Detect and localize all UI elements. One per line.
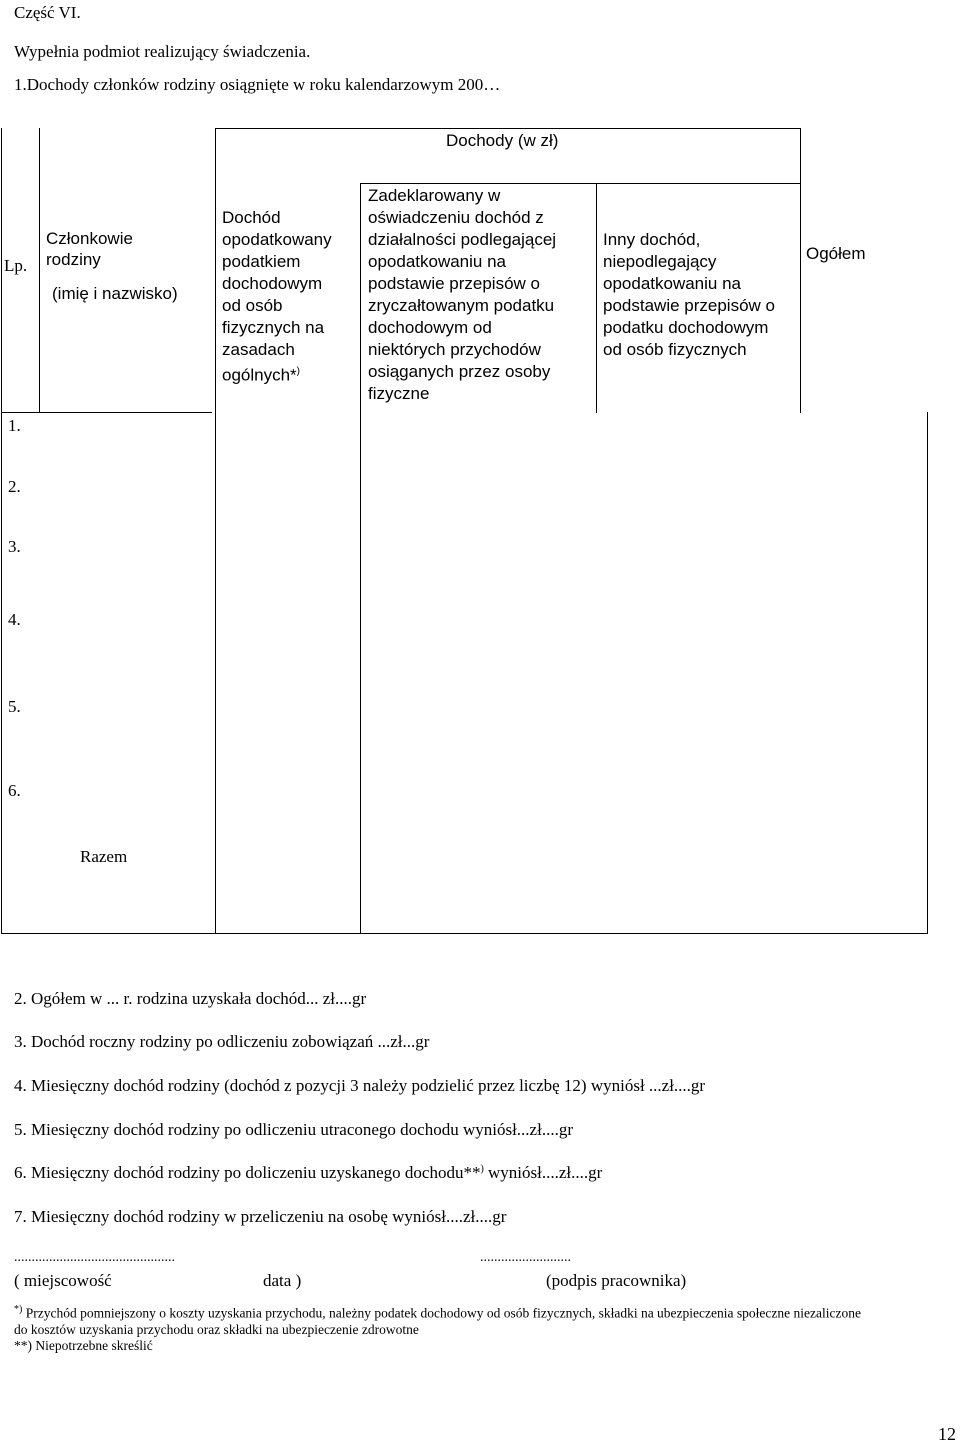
place-label: ( miejscowość: [14, 1271, 112, 1290]
col-members-1: Członkowie: [46, 229, 133, 248]
col-members-2: rodziny: [46, 250, 101, 269]
col-declared: Zadeklarowany w oświadczeniu dochód z działalności podlegającej opodatkowaniu na podstawie przepisów o zryczałtowanym podatku dochodowym od niektórych przychodów osiąganych przez osoby fizyczne: [368, 186, 557, 403]
footnote-1: *) Przychód pomniejszony o koszty uzyskania przychodu, należny podatek dochodowy od osób fizycznych, składki na ubezpieczenia społeczne niezaliczone: [14, 1304, 861, 1321]
footnote-1-cont: do kosztów uzyskania przychodu oraz składki na ubezpieczenie zdrowotne: [14, 1322, 419, 1337]
signer-label: (podpis pracownika): [546, 1271, 687, 1290]
section-title: 1.Dochody członków rodziny osiągnięte w roku kalendarzowym 200…: [14, 75, 501, 94]
item-7: 7. Miesięczny dochód rodziny w przeliczeniu na osobę wyniósł....zł....gr: [14, 1207, 507, 1226]
date-label: data ): [263, 1271, 302, 1290]
col-general: Dochód opodatkowany podatkiem dochodowym od osób fizycznych na zasadach ogólnych*): [222, 208, 332, 385]
page-number: 12: [938, 1424, 956, 1444]
col-other: Inny dochód, niepodlegający opodatkowaniu na podstawie przepisów o podatku dochodowym od osób fizycznych: [603, 230, 775, 359]
fill-instruction: Wypełnia podmiot realizujący świadczenia.: [14, 42, 311, 61]
col-lp: Lp.: [4, 256, 28, 275]
row-number: 6.: [8, 781, 21, 800]
part-title: Część VI.: [14, 3, 81, 22]
footnote-2: **) Niepotrzebne skreślić: [14, 1338, 153, 1353]
row-number: 3.: [8, 537, 21, 556]
place-date-dots: ..............................................: [14, 1250, 175, 1265]
col-members-3: (imię i nazwisko): [52, 284, 178, 303]
item-3: 3. Dochód roczny rodziny po odliczeniu zobowiązań ...zł...gr: [14, 1032, 430, 1051]
sum-label: Razem: [80, 847, 128, 866]
item-6: 6. Miesięczny dochód rodziny po doliczeniu uzyskanego dochodu**) wyniósł....zł....gr: [14, 1163, 603, 1182]
row-number: 2.: [8, 477, 21, 496]
signature-dots: ..........................: [480, 1250, 571, 1265]
group-header: Dochody (w zł): [446, 131, 559, 150]
item-2: 2. Ogółem w ... r. rodzina uzyskała dochód... zł....gr: [14, 989, 367, 1008]
row-number: 4.: [8, 610, 21, 629]
row-number: 5.: [8, 697, 21, 716]
col-total: Ogółem: [806, 244, 866, 263]
item-5: 5. Miesięczny dochód rodziny po odliczeniu utraconego dochodu wyniósł...zł....gr: [14, 1120, 573, 1139]
item-4: 4. Miesięczny dochód rodziny (dochód z pozycji 3 należy podzielić przez liczbę 12) wyniósł ...zł....gr: [14, 1076, 706, 1095]
row-number: 1.: [8, 416, 21, 435]
